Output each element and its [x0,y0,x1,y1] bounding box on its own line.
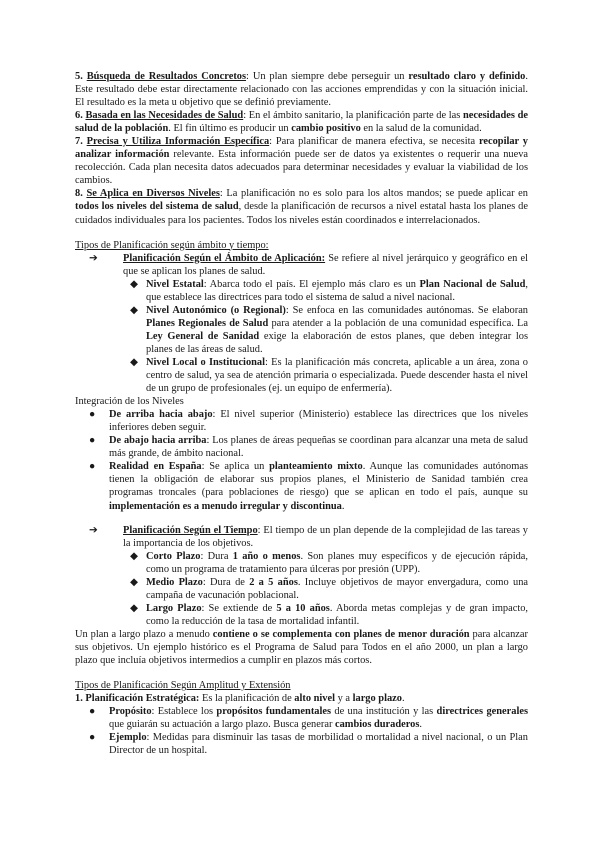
diamond-bullet-icon: ◆ [130,576,138,588]
seg: Nivel Local o Institucional [146,356,265,368]
document-page [75,70,528,757]
characteristic-8 [75,187,528,226]
bullet-icon: ● [89,732,96,744]
seg: . [341,500,345,512]
terms-list [75,550,528,628]
arrow-icon: ➔ [89,524,98,536]
seg: : Se aplica un [201,461,270,473]
characteristic-number: 7. [75,136,83,148]
term-item [75,602,528,628]
seg: . Son planes muy específicos y de ejecución rápida, como un programa de tratamiento para úlceras por presión (UPP). [146,550,529,575]
term-item [75,576,528,602]
seg: 2 a 5 años [249,576,298,588]
section-heading-ambito: Tipos de Planificación según ámbito y tiempo: [75,239,269,251]
seg: Plan Nacional de Salud [419,278,526,290]
seg: Es la planificación de [199,693,295,705]
seg: Nivel Estatal [146,278,204,290]
characteristic-title: Búsqueda de Resultados Concretos [86,71,247,82]
characteristic-number: 6. [75,110,83,122]
seg: : Abarca todo el país. El ejemplo más claro es un [203,278,420,290]
seg: implementación es a menudo irregular y discontinua [109,500,342,512]
seg: : Los planes de áreas pequeñas se coordinan para alcanzar una meta de salud más grande, de ámbito nacional. [109,435,528,460]
seg: de una institución y las [331,706,437,718]
seg: : Medidas para disminuir las tasas de morbilidad o mortalidad a nivel nacional, o un Plan Director de un hospital. [109,732,528,757]
diamond-bullet-icon: ◆ [130,602,138,614]
seg: De arriba hacia abajo [109,409,213,421]
seg: . El fin último es producir un [168,123,292,135]
seg: Realidad en España [109,461,202,473]
integration-list [75,408,528,512]
seg: . [401,693,405,705]
levels-list [75,278,528,395]
characteristic-5 [75,70,528,109]
seg: : Dura de [202,576,250,588]
seg: Ley General de Sanidad [146,330,260,342]
seg: que guiarán su actuación a largo plazo. Busca generar [109,719,335,731]
seg: en la salud de la comunidad. [360,123,482,135]
seg: propósitos fundamentales [216,706,332,718]
seg: : Un plan siempre debe perseguir un [246,71,409,82]
seg: Propósito [109,706,152,718]
seg: . Este resultado debe estar directamente relacionado con las acciones emprendidas y con la situación inicial. El resultado es la meta u objetivo que se definió previamente. [75,71,528,109]
seg: planteamiento mixto [269,461,363,473]
term-item [75,550,528,576]
integration-item [75,460,528,512]
seg: todos los niveles del sistema de salud [75,201,239,213]
tiempo-item [75,524,528,550]
seg: 5 a 10 años [276,602,330,614]
ambito-title: Planificación Según el Ámbito de Aplicación: [123,252,326,264]
seg: , que establece las directrices para todo el sistema de salud a nivel nacional. [146,278,528,303]
seg: Corto Plazo [146,550,201,562]
bullet-icon: ● [89,706,96,718]
integration-item [75,408,528,434]
seg: . Aborda metas complejas y de gran impacto, como la reducción de la tasa de mortalidad infantil. [146,602,528,627]
strategic-bullet [75,731,528,757]
seg: : Establece los [151,706,217,718]
integration-item [75,434,528,460]
seg: directrices generales [436,706,528,718]
seg: contiene o se complementa con planes de menor duración [212,628,470,640]
seg: : Para planificar de manera efectiva, se necesita [269,136,479,148]
seg: exige la elaboración de estos planes, que deben integrar los planes de las áreas de salud. [146,330,529,355]
seg: , desde la planificación de recursos a nivel estatal hasta los planes de cuidados individuales para los pacientes. Todos los niveles están coordinados e interrelacionados. [75,201,528,226]
integration-heading: Integración de los Niveles [75,396,184,408]
section-heading-amplitud: Tipos de Planificación Según Amplitud y Extensión [75,680,291,692]
seg: cambio positivo [291,123,361,135]
seg: Medio Plazo [146,576,203,588]
seg: para atender a la población de una comunidad específica. La [268,317,528,329]
long-term-paragraph [75,628,528,667]
seg: cambios duraderos [335,719,420,731]
seg: resultado claro y definido [408,71,526,82]
strategic-line [75,692,528,705]
seg: : Dura [200,550,233,562]
seg: Un plan a largo plazo a menudo [75,628,213,640]
diamond-bullet-icon: ◆ [130,304,138,316]
seg: 1 año o menos [232,550,301,562]
characteristic-title: Precisa y Utiliza Información Específica [86,136,270,148]
diamond-bullet-icon: ◆ [130,356,138,368]
seg: necesidades de salud de la población [75,110,528,135]
seg: Largo Plazo [146,602,202,614]
seg: : Es la planificación más concreta, aplicable a un área, zona o centro de salud, ya sea de atención primaria o especializada. Puede descender hasta el nivel de un grupo de profesionales (ej. un equipo de enfermería). [146,356,528,395]
arrow-icon: ➔ [89,252,98,264]
characteristics-list [75,70,528,227]
characteristic-6 [75,109,528,135]
seg: : Se extiende de [201,602,277,614]
seg: y a [335,693,353,705]
seg: Nivel Autonómico (o Regional) [146,304,286,316]
level-item [75,356,528,395]
level-item [75,304,528,356]
seg: . [419,719,422,731]
bullet-icon: ● [89,409,96,421]
diamond-bullet-icon: ◆ [130,278,138,290]
seg: relevante. Esta información puede ser de datos ya existentes o requerir una nueva recolección. Cada plan necesita datos adecuados para determinar necesidades y evaluar la viabilidad de los cambios. [75,149,529,187]
seg: alto nivel [294,693,335,705]
tiempo-text: : El tiempo de un plan depende de la complejidad de las tareas y la importancia de los objetivos. [123,524,528,549]
ambito-text: Se refiere al nivel jerárquico y geográfico en el que se aplican los planes de salud. [123,252,528,277]
seg: . Aunque las comunidades autónomas tienen la obligación de elaborar sus propios planes, el Ministerio de Sanidad también crea programas troncales (para poblaciones de riesgo) que se aplican en todo el país, aunque su [109,461,528,499]
level-item [75,278,528,304]
seg: largo plazo [352,693,402,705]
tiempo-title: Planificación Según el Tiempo [123,524,258,536]
characteristic-title: Basada en las Necesidades de Salud [85,110,244,122]
seg: : El nivel superior (Ministerio) establece las directrices que los niveles inferiores deben seguir. [109,409,528,434]
seg: De abajo hacia arriba [109,435,207,447]
characteristic-number: 5. [75,71,83,82]
characteristic-title: Se Aplica en Diversos Niveles [86,188,220,200]
seg: 1. Planificación Estratégica: [75,693,200,705]
characteristic-7 [75,135,528,187]
strategic-bullet [75,705,528,731]
ambito-item [75,252,528,278]
seg: Planes Regionales de Salud [146,317,269,329]
strategic-bullets [75,705,528,757]
seg: recopilar y analizar información [75,136,528,161]
seg: Ejemplo [109,732,147,744]
bullet-icon: ● [89,461,96,473]
seg: : La planificación no es solo para los altos mandos; se puede aplicar en [219,188,528,200]
diamond-bullet-icon: ◆ [130,550,138,562]
bullet-icon: ● [89,435,96,447]
characteristic-number: 8. [75,188,83,200]
seg: : En el ámbito sanitario, la planificación parte de las [243,110,463,122]
seg: . Incluye objetivos de mayor envergadura, como una campaña de vacunación poblacional. [146,576,529,601]
seg: : Se enfoca en las comunidades autónomas. Se elaboran [285,304,528,316]
seg: para alcanzar sus objetivos. Un ejemplo histórico es el Programa de Salud para Todos en el año 2000, un plan a largo plazo que incluía objetivos intermedios a cumplir en plazos más cortos. [75,628,528,667]
